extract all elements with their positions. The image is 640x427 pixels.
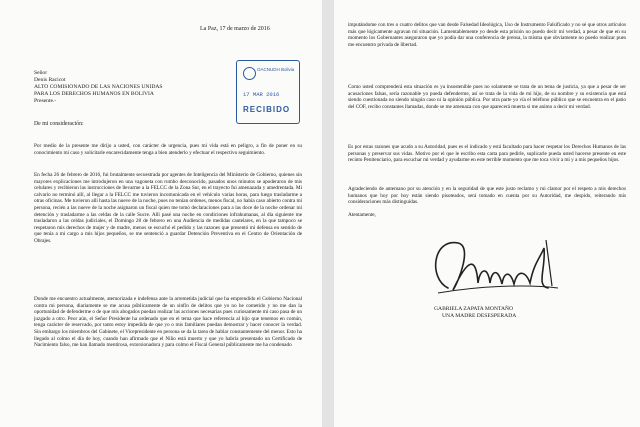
paragraph [348,22,626,48]
address-line: Señor [34,70,48,76]
paragraph-text: Donde me encuentro actualmente, atemorizada e indefensa ante la arremetida judicial que ha emprendido el Gobierno Nacional contra mi persona, diariamente se me acusa públicamente de un sinfín de delitos que yo no he cometido y no me dan la oportunidad de defenderme o de que mis abogados puedan realizar las acciones necesarias pues curiosamente mi caso pasa de un juzgado a otro. Peor aún, el Señor Presidente ha ordenado que en el tema que hace referencia al hijo que tenemos en común, tenga carácter de reservado, por tanto estoy impedida de que yo o mis familiares puedan demostrar y hacer conocer la verdad. Sin embargo los miembros del Gabinete, el Vicepresidente en persona se da la tarea de hablar constantemente del menor. Esto ha llegado al colmo el día de hoy, cuando han afirmado que el Niño está muerto y que yo habría presentado un Certificado de Nacimiento falso, me han llamado mentirosa, extorsionadora y para colmo el Fiscal General públicamente me ha condenado [34,296,302,349]
paragraph-text: Como usted comprenderá esta situación es ya insostenible pues no solamente se trata de un tema de justicia, ya que a pesar de ser acusaciones falsas, sería razonable yo pueda defenderme, así se trata de la vida de mi hijo, de su nombre y su existencia que está siendo cuestionada no siendo ningún caso ni la opinión pública. Por otra parte yo vía el teléfono público que se encuentra en el patio del COF, recibo constantes llamadas, donde se me amenaza con que aparecerá muerta si me animo a decir mi verdad. [348,84,626,110]
paragraph-text: Es por estas razones que acudo a su Autoridad, pues es el indicado y está facultado para hacer respetar los Derechos Humanos de las personas y preservar sus vidas. Motivo por el que le escribo esta carta para pedirle, suplicarle pueda usted hacerse presente en este recinto Penitenciario, para escuchar mi verdad y ayudarme en este terrible momento que me toca vivir a mí y a mis pequeños hijos. [348,144,626,164]
paragraph-text: En fecha 26 de febrero de 2016, fui brutalmente secuestrada por agentes de Inteligencia del Ministerio de Gobierno, quienes sin mayores explicaciones me introdujeron en una vagoneta con rumbo desconocido, pasados unos minutos se apoderaron de mis celulares y recibieron las instrucciones de llevarme a la FELCC de la Zona Sur, en el trayecto fui amenazada y amedrentada. Mi calvario no terminó allí, al llegar a la FELCC me tuvieron incomunicada en el vehículo varias horas, para luego trasladarme a otras oficinas. Me tuvieron allí hasta las nueve de la noche, pues no tenían ordenes, menos fiscal, no había caso abierto contra mi persona, recién a las nueve de la noche asignaron un fiscal quien me tomó declaraciones para a las doce de la noche ordenar mi detención y trasladarme a las celdas de la calle Sucre. Allí pasé una noche en condiciones infrahumanas, al día siguiente me trasladaron a las celdas judiciales, el Domingo 28 de febrero en una Audiencia de medidas cautelares, en la que tampoco se respetaron mis derechos de mujer y de madre, menos se escuchó el pedido y las razones que presentó mi defensa en sentido de que tenía a mi cargo a mis hijos pequeños, se me sentenció a guardar Detención Preventiva en el Centro de Orientación de Obrajes. [34,172,302,244]
letter-page-2 [334,0,640,427]
letter-date: La Paz, 17 de marzo de 2016 [200,26,270,32]
page-gap [322,0,334,427]
paragraph [34,143,302,156]
signer-name: GABRIELA ZAPATA MONTAÑO [434,306,514,312]
closing: Atentamente, [348,212,376,218]
paragraph [348,84,626,110]
address-line: PARA LOS DERECHOS HUMANOS EN BOLIVIA [34,91,154,97]
paragraph [348,186,626,206]
stamp-label: RECIBIDO [243,105,291,114]
paragraph [348,144,626,164]
received-stamp [236,60,300,124]
address-line: Presente.- [34,98,57,104]
paragraph [34,296,302,349]
paragraph [34,172,302,245]
stamp-date: 17 MAR 2016 [243,91,280,98]
address-line: Denis Racicot [34,77,66,83]
paragraph-text: Por medio de la presente me dirijo a usted, con carácter de urgencia, pues mi vida está en peligro, a fin de poner en su conocimiento mi caso y solicitarle encarecidamente tenga a bien atenderlo y efectuar el respectivo seguimiento. [34,143,302,156]
signer-title: UNA MADRE DESESPERADA [442,313,517,319]
paragraph-text: imputándome con tres o cuatro delitos que van desde Falsedad Ideológica, Uso de Instrumento Falsificado y no sé que otros artículos más que lógicamente agravan mi situación. Lamentablemente yo desde esta prisión no puedo decir mi verdad, a pesar de que en su momento los Gobernantes aseguraron que yo podía dar una conferencia de prensa, la misma que obviamente no puedo realizar pues me encuentro privada de libertad. [348,22,626,48]
stamp-org: OACNUDH Bolivia [257,67,295,72]
paragraph-text: Agradeciendo de antemano por su atención y en la seguridad de que este justo reclamo y mi clamor por el respeto a mis derechos humanos que hoy por hoy están siendo pisoteados, será tomado en cuenta por su Autoridad, me despido, reiterando mis consideraciones más distinguidas. [348,186,626,206]
address-line: ALTO COMISIONADO DE LAS NACIONES UNIDAS [34,84,163,90]
greeting: De mi consideración: [34,121,84,127]
signer-block [434,306,516,320]
handwritten-signature [418,228,568,308]
recipient-address [34,70,163,105]
un-emblem-icon [243,67,256,80]
